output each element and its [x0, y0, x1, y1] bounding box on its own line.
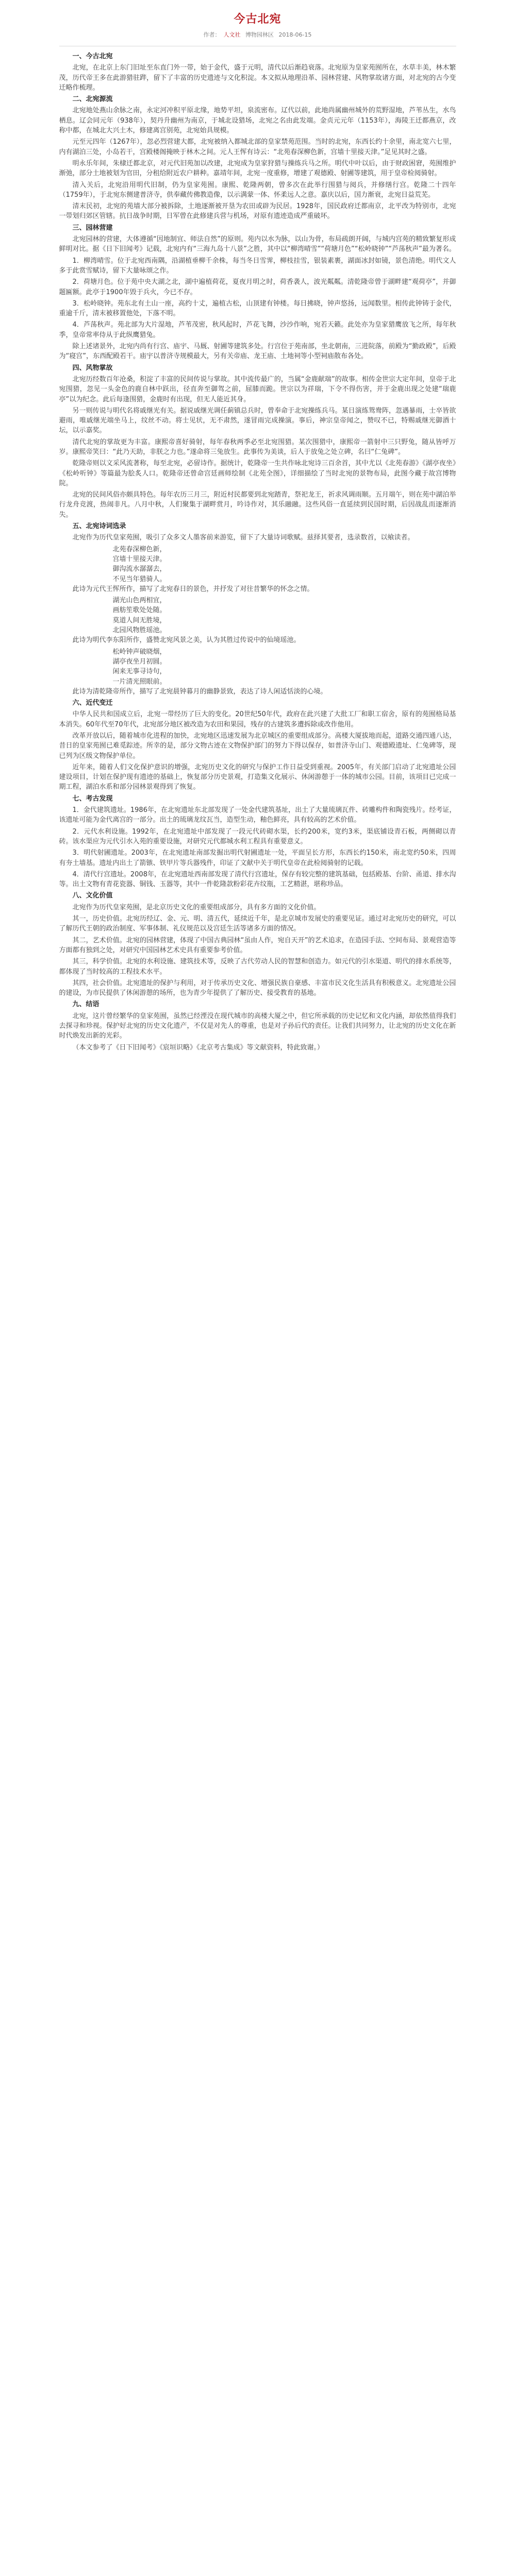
poem-line: 湖光山色两相宜，	[112, 597, 167, 605]
body-paragraph: 北宛作为历代皇家苑囿，是北京历史文化的重要组成部分，具有多方面的文化价值。	[72, 903, 321, 911]
body-paragraph: 北宛的民间风俗亦颇具特色。每年农历三月三，附近村民都要到北宛踏青，祭祀龙王，祈求风调雨顺。五月端午，则在苑中湖泊举行龙舟竞渡，热闹非凡。八月中秋，人们聚集于湖畔赏月，吟诗作对，其乐融融。这些风俗一直延续到民国时期，后因战乱而逐渐消失。	[59, 491, 456, 519]
body-paragraph: 北宛，在北京上东门旧址至东直门外一带，始于金代，盛于元明，清代以后渐趋衰落。北宛原为皇家苑囿所在，水草丰美，林木繁茂，历代帝王多在此游猎驻跸，留下了丰富的历史遗迹与文化积淀。本文拟从地理沿革、园林营建、风物掌故诸方面，对北宛的古今变迁略作梳理。	[59, 64, 456, 92]
section-heading: 六、近代变迁	[72, 699, 113, 707]
section-heading: 一、今古北宛	[72, 53, 113, 60]
article	[59, 0, 456, 1053]
article-body	[59, 52, 456, 1053]
body-paragraph: 明永乐年间，朱棣迁都北京，对元代旧苑加以改建，北宛成为皇家狩猎与操练兵马之所。明代中叶以后，由于财政困窘，苑囿维护渐弛，部分土地被划为官田，分租给附近农户耕种。嘉靖年间，北宛一度重修，增建了观德殿、射圃等建筑，用于皇帝检阅骑射。	[59, 159, 456, 178]
section-heading: 八、文化价值	[72, 892, 113, 900]
poem-line: 闲来无事寻诗句，	[112, 668, 167, 676]
body-paragraph: 另一则传说与明代名将戚继光有关。据说戚继光调任蓟镇总兵时，曾奉命于北宛操练兵马。某日演练鸳鸯阵，忽遇暴雨，士卒皆欲避雨，唯戚继光端坐马上，纹丝不动。将士见状，无不肃然，遂冒雨完成操演。事后，神宗皇帝闻之，赞叹不已，特赐戚继光御酒十坛，以示嘉奖。	[59, 406, 456, 435]
body-paragraph: 2．元代水利设施。1992年，在北宛遗址中部发现了一段元代砖砌水渠，长约200米，宽约3米，渠底铺设青石板，两侧砌以青砖。该水渠应为元代引水入苑的重要设施，对研究元代都城水利工程具有重要意义。	[59, 827, 456, 845]
section-heading: 四、风物掌故	[72, 364, 113, 372]
body-paragraph: 此诗为清乾隆帝所作，描写了北宛晨钟暮月的幽静景致，表达了诗人闲适恬淡的心境。	[72, 687, 327, 696]
body-paragraph: 改革开放以后，随着城市化进程的加快，北宛地区迅速发展为北京城区的重要组成部分。高楼大厦拔地而起，道路交通四通八达，昔日的皇家苑囿已难觅踪迹。所幸的是，部分文物古迹在文物保护部门的努力下得以保存，如普济寺山门、观德殿遗址、仁兔碑等，现已列为区级文物保护单位。	[59, 732, 456, 760]
body-paragraph: 3．明代射圃遗址。2003年，在北宛遗址南部发掘出明代射圃遗址一处，平面呈长方形，东西长约150米，南北宽约50米，四周有夯土墙基。遗址内出土了箭镞、铁甲片等兵器残件，印证了文献中关于明代皇帝在此检阅骑射的记载。	[59, 849, 456, 867]
body-paragraph: 清代北宛的掌故更为丰富。康熙帝喜好骑射，每年春秋两季必至北宛围猎。某次围猎中，康熙帝一箭射中三只野兔，随从皆呼万岁。康熙帝笑曰：“此乃天助，非朕之力也。”遂命将三兔放生。此事传为美谈，后人于放兔之处立碑，名曰“仁兔碑”。	[59, 438, 456, 456]
article-meta	[59, 30, 456, 39]
body-paragraph: 清末民初，北宛的苑墙大部分被拆除，土地逐渐被开垦为农田或辟为民居。1928年，国民政府迁都南京，北平改为特别市，北宛一带划归郊区管辖。抗日战争时期，日军曾在此修建兵营与机场，对原有遗迹造成严重破坏。	[59, 202, 456, 221]
poem-line: 画舫笙歌处处随。	[112, 606, 167, 615]
body-paragraph: （本文参考了《日下旧闻考》《宸垣识略》《北京考古集成》等文献资料，特此致谢。）	[72, 1043, 324, 1052]
section-heading: 七、考古发现	[72, 794, 113, 803]
category-label: 博物园林区	[245, 31, 274, 38]
body-paragraph: 其二，艺术价值。北宛的园林营建，体现了中国古典园林“虽由人作，宛自天开”的艺术追求，在造园手法、空间布局、景观营造等方面都有独到之处，对研究中国园林艺术史具有重要参考价值。	[59, 936, 456, 954]
body-paragraph: 其四，社会价值。北宛遗址的保护与利用，对于传承历史文化、增强民族自豪感、丰富市民文化生活具有积极意义。北宛遗址公园的建设，为市民提供了休闲游憩的场所，也为青少年提供了了解历史、接受教育的基地。	[59, 979, 456, 997]
poem-line: 宫墙十里接天津。	[112, 555, 167, 563]
poem-line: 北园风物胜瑶池。	[112, 626, 167, 635]
body-paragraph: 1．柳湾晴雪。位于北宛西南隅，沿湖植垂柳千余株，每当冬日雪霁，柳枝挂雪，银装素裹，湖面冰封如镜，景色清绝。明代文人多于此赏雪赋诗，留下大量咏颂之作。	[59, 257, 456, 275]
body-paragraph: 北宛作为历代皇家苑囿，吸引了众多文人墨客前来游览，留下了大量诗词歌赋。兹择其要者，选录数首，以飨读者。	[72, 534, 414, 542]
body-paragraph: 清入关后，北宛沿用明代旧制，仍为皇家苑囿。康熙、乾隆两朝，曾多次在此举行围猎与阅兵，并修缮行宫。乾隆二十四年（1759年），于北宛东侧建普济寺，供奉藏传佛教造像，以示满蒙一体、怀柔远人之意。嘉庆以后，国力渐衰，北宛日益荒芜。	[59, 181, 456, 199]
section-heading: 三、园林营建	[72, 224, 113, 232]
body-paragraph: 中华人民共和国成立后，北宛一带经历了巨大的变化。20世纪50年代，政府在此兴建了大批工厂和职工宿舍，原有的苑囿格局基本消失。60年代至70年代，北宛部分地区被改造为农田和果园，残存的古建筑多遭拆除或改作他用。	[59, 710, 456, 728]
poem-line: 御沟流水潺潺去，	[112, 565, 167, 573]
body-paragraph: 北宛，这片曾经繁华的皇家苑囿，虽然已经湮没在现代城市的高楼大厦之中，但它所承载的历史记忆和文化内涵，却依然值得我们去探寻和珍视。保护好北宛的历史文化遗产，不仅是对先人的尊重，也是对子孙后代的责任。让我们共同努力，让北宛的历史文化在新时代焕发出新的光彩。	[59, 1012, 456, 1040]
body-paragraph: 3．松岭晓钟。苑东北有土山一座，高约十丈，遍植古松，山顶建有钟楼。每日拂晓，钟声悠扬，远闻数里。相传此钟铸于金代，重逾千斤，清末被移置他处，下落不明。	[59, 299, 456, 318]
section-heading: 二、北宛源流	[72, 95, 113, 104]
author-name[interactable]: 人文社	[223, 31, 241, 38]
poem-line: 松岭钟声破晓烟，	[112, 648, 167, 656]
body-paragraph: 其一，历史价值。北宛历经辽、金、元、明、清五代，延续近千年，是北京城市发展史的重要见证。通过对北宛历史的研究，可以了解历代王朝的政治制度、军事体制、礼仪规范以及宫廷生活等诸多方面的情况。	[59, 915, 456, 933]
poem-line: 不见当年猎骑人。	[112, 575, 167, 583]
poem-line: 一片清光照眼前。	[112, 677, 167, 686]
poem-line: 北苑春深柳色新，	[112, 545, 167, 553]
body-paragraph: 此诗为明代李东阳所作，盛赞北宛风景之美，认为其胜过传说中的仙境瑶池。	[72, 636, 301, 645]
body-paragraph: 除上述诸景外，北宛内尚有行宫、庙宇、马厩、射圃等建筑多处。行宫位于苑南部，坐北朝南，三进院落，前殿为“勤政殿”，后殿为“寝宫”，东西配殿若干。庙宇以普济寺规模最大，另有关帝庙、龙王庙、土地祠等小型祠庙散布各处。	[59, 343, 456, 361]
body-paragraph: 4．芦荡秋声。苑北部为大片湿地，芦苇茂密，秋风起时，芦花飞舞，沙沙作响，宛若天籁。此处亦为皇家猎鹰放飞之所，每年秋季，皇帝常率侍从于此纵鹰猎兔。	[59, 321, 456, 339]
body-paragraph: 此诗为元代王恽所作，描写了北宛春日的景色，并抒发了对往昔繁华的怀念之情。	[72, 585, 314, 593]
article-title: 今古北宛	[234, 13, 281, 26]
publish-date: 2018-06-15	[278, 31, 312, 38]
poem-line: 湖亭夜坐月初圆。	[112, 657, 167, 666]
body-paragraph: 4．清代行宫遗址。2008年，在北宛遗址西南部发现了清代行宫遗址，保存有较完整的建筑基础，包括殿基、台阶、甬道、排水沟等。出土文物有青花瓷器、铜钱、玉器等，其中一件乾隆款粉彩花卉纹瓶，工艺精湛，堪称珍品。	[59, 870, 456, 889]
poem-line: 莫道人间无胜境，	[112, 616, 167, 624]
body-paragraph: 近年来，随着人们文化保护意识的增强，北宛历史文化的研究与保护工作日益受到重视。2005年，有关部门启动了北宛遗址公园建设项目，计划在保护现有遗迹的基础上，恢复部分历史景观，打造集文化展示、休闲游憩于一体的城市公园。目前，该项目已完成一期工程，湖泊水系和部分园林景观得到了恢复。	[59, 763, 456, 791]
author-label: 作者：	[203, 31, 221, 38]
body-paragraph: 元至元四年（1267年），忽必烈营建大都，北宛被纳入都城北部的皇家禁苑范围。当时的北宛，东西长约十余里，南北宽六七里，内有湖泊三处，小岛若干，宫殿楼阁掩映于林木之间。元人王恽有诗云：“北苑春深柳色新，宫墙十里接天津。”足见其时之盛。	[59, 138, 456, 156]
section-heading: 九、结语	[72, 1001, 99, 1009]
body-paragraph: 乾隆帝则以文采风流著称，每至北宛，必留诗作。据统计，乾隆帝一生共作咏北宛诗三百余首，其中尤以《北苑春游》《湖亭夜坐》《松岭听钟》等篇最为脍炙人口。乾隆帝还曾命宫廷画师绘制《北苑全图》，详细描绘了当时北宛的景物布局，此图今藏于故宫博物院。	[59, 460, 456, 487]
body-paragraph: 北宛地处燕山余脉之南，永定河冲积平原北缘，地势平坦，泉流密布。辽代以前，此地尚属幽州城外的荒野湿地，芦苇丛生，水鸟栖息。辽会同元年（938年），契丹升幽州为南京，于城北设猎场，北宛之名由此发端。金贞元元年（1153年），海陵王迁都燕京，改称中都，在城北大兴土木，修建离宫别苑，北宛始具规模。	[59, 107, 456, 135]
section-heading: 五、北宛诗词选录	[72, 522, 126, 531]
body-paragraph: 1．金代建筑遗址。1986年，在北宛遗址东北部发现了一处金代建筑基址，出土了大量琉璃瓦件、砖雕构件和陶瓷残片。经考证，该遗址可能为金代离宫的一部分。出土的琉璃龙纹瓦当，造型生动，釉色鲜亮，具有较高的艺术价值。	[59, 806, 456, 824]
body-paragraph: 2．荷塘月色。位于苑中央大湖之北，湖中遍植荷花，夏夜月明之时，荷香袭人，波光粼粼。清乾隆帝曾于湖畔建“观荷亭”，并御题匾额。此亭于1900年毁于兵火，今已不存。	[59, 278, 456, 296]
body-paragraph: 其三，科学价值。北宛的水利设施、建筑技术等，反映了古代劳动人民的智慧和创造力。如元代的引水渠道、明代的排水系统等，都体现了当时较高的工程技术水平。	[59, 958, 456, 976]
body-paragraph: 北宛园林的营建，大体遵循“因地制宜、师法自然”的原则。苑内以水为脉，以山为骨，布局疏朗开阔，与城内宫苑的精致繁复形成鲜明对比。据《日下旧闻考》记载，北宛内有“三海九岛十八景”之胜，其中以“柳湾晴雪”“荷塘月色”“松岭晓钟”“芦荡秋声”最为著名。	[59, 235, 456, 253]
body-paragraph: 北宛历经数百年沧桑，积淀了丰富的民间传说与掌故。其中流传最广的，当属“金鹿献瑞”的故事。相传金世宗大定年间，皇帝于北宛围猎，忽见一头金色的鹿自林中跃出，径直奔至御驾之前，屈膝而跪。世宗以为祥瑞，下令不得伤害，并于金鹿出现之处建“瑞鹿亭”以为纪念。此后每逢围猎，金鹿时有出现，但无人能近其身。	[59, 375, 456, 403]
